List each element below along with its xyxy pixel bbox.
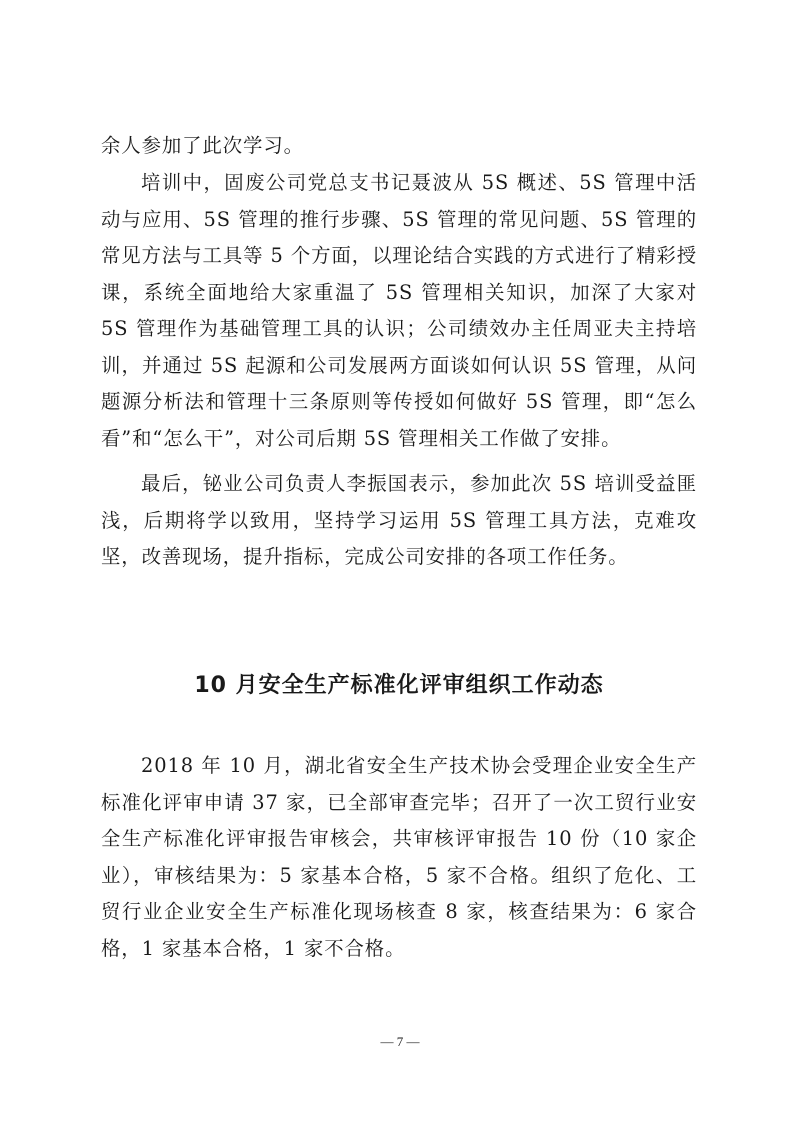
section-title: 10 月安全生产标准化评审组织工作动态 bbox=[194, 673, 604, 698]
section-body-paragraph: 2018 年 10 月，湖北省安全生产技术协会受理企业安全生产标准化评审申请 37 家，已全部审查完毕；召开了一次工贸行业安全生产标准化评审报告审核会，共审核评审报告 10 份（10 家企业），审核结果为：5 家基本合格，5 家不合格。组织了危化、工贸行业企业安全生产标准化现场核查 8 家，核查结果为：6 家合格，1 家基本合格，1 家不合格。 bbox=[101, 754, 697, 960]
paragraph-training-content: 培训中，固废公司党总支书记聂波从 5S 概述、5S 管理中活动与应用、5S 管理的推行步骤、5S 管理的常见问题、5S 管理的常见方法与工具等 5 个方面，以理论结合实践的方式进行了精彩授课，系统全面地给大家重温了 5S 管理相关知识，加深了大家对 5S 管理作为基础管理工具的认识；公司绩效办主任周亚夫主持培训，并通过 5S 起源和公司发展两方面谈如何认识 5S 管理，从问题源分析法和管理十三条原则等传授如何做好 5S 管理，即“怎么看”和“怎么干”，对公司后期 5S 管理相关工作做了安排。 bbox=[101, 171, 697, 450]
paragraph-continuation: 余人参加了此次学习。 bbox=[101, 134, 304, 157]
page-number: — 7 — bbox=[380, 1034, 420, 1049]
paragraph-closing-remarks: 最后，铋业公司负责人李振国表示，参加此次 5S 培训受益匪浅，后期将学以致用，坚持学习运用 5S 管理工具方法，克难攻坚，改善现场，提升指标，完成公司安排的各项工作任务。 bbox=[101, 472, 697, 568]
